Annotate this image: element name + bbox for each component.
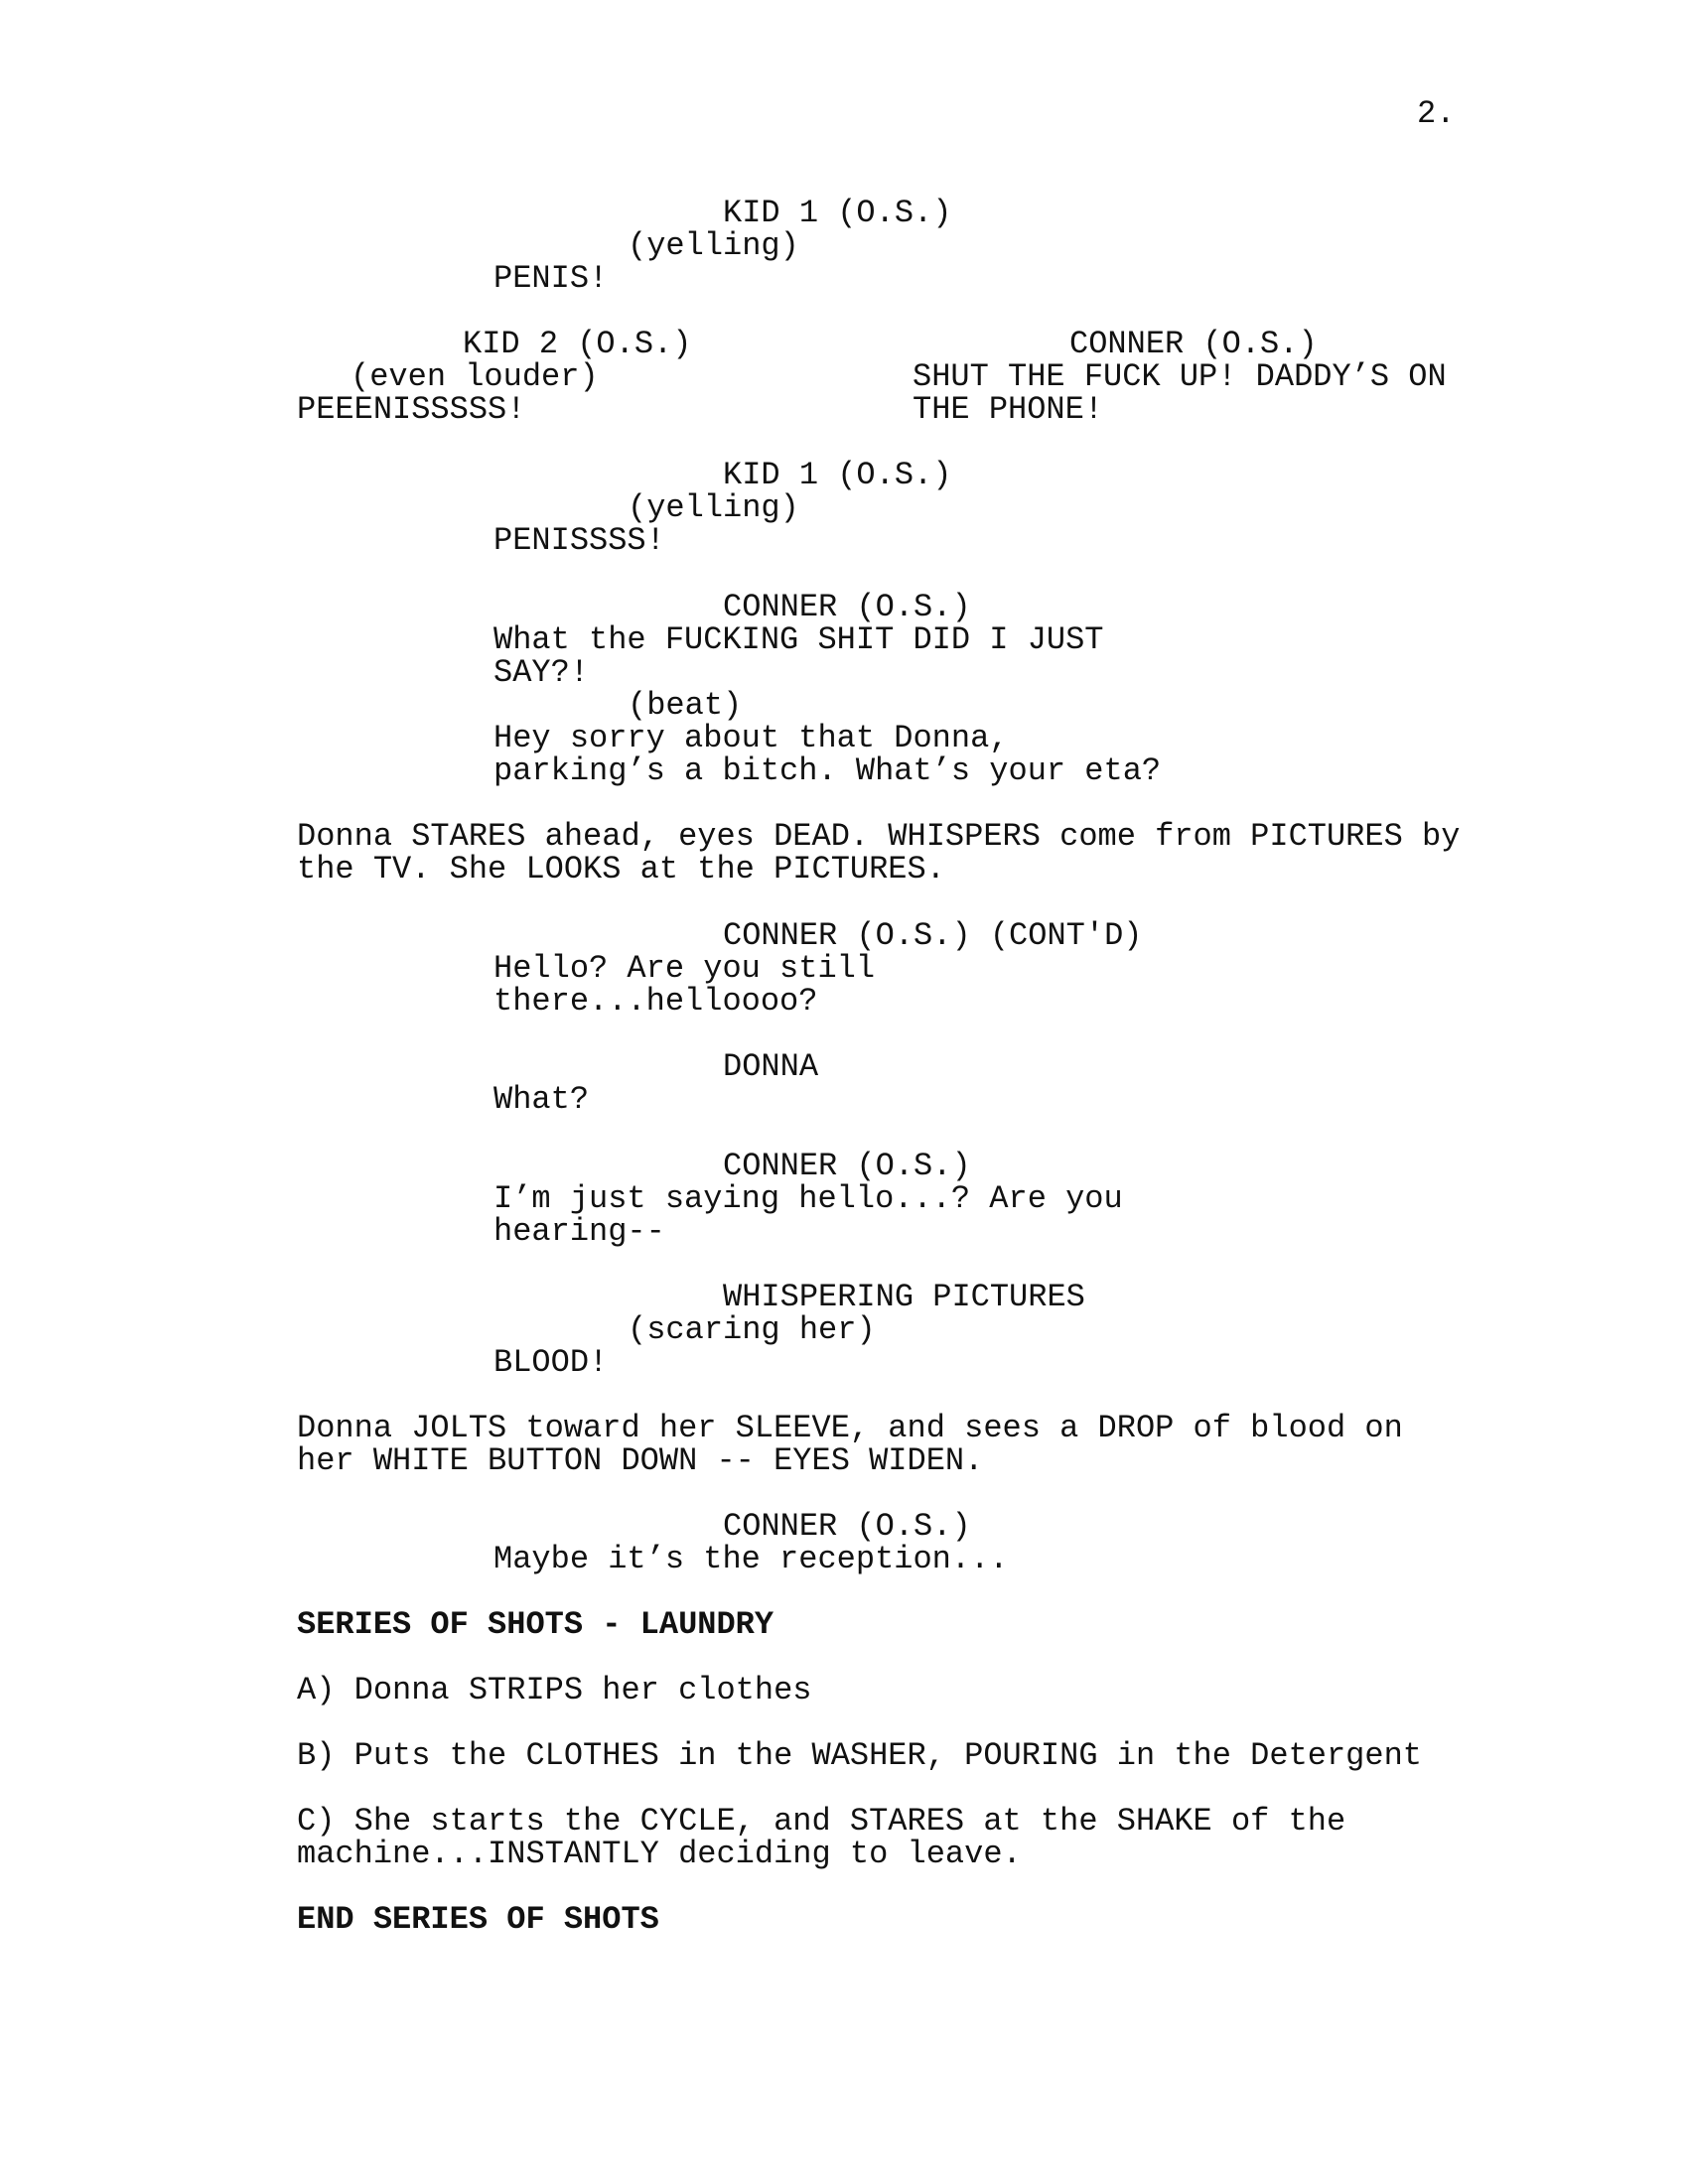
character-cue: KID 2 (O.S.)	[463, 326, 692, 362]
dialogue-line: SHUT THE FUCK UP! DADDY’S ON	[913, 358, 1447, 395]
page-number: 2.	[1417, 95, 1456, 132]
shot-item-c: C) She starts the CYCLE, and STARES at the SHAKE of the	[297, 1803, 1346, 1840]
action-line: Donna STARES ahead, eyes DEAD. WHISPERS come from PICTURES by	[297, 818, 1461, 855]
series-end: END SERIES OF SHOTS	[297, 1901, 659, 1938]
shot-item-a: A) Donna STRIPS her clothes	[297, 1672, 812, 1708]
character-cue: CONNER (O.S.)	[723, 1508, 971, 1545]
shot-item-c-cont: machine...INSTANTLY deciding to leave.	[297, 1836, 1022, 1872]
parenthetical: (yelling)	[628, 489, 799, 526]
character-cue: CONNER (O.S.)	[723, 589, 971, 625]
character-cue: WHISPERING PICTURES	[723, 1279, 1085, 1315]
dialogue-line: SAY?!	[493, 654, 590, 691]
character-cue: CONNER (O.S.)	[723, 1148, 971, 1184]
dialogue-line: PENISSSS!	[493, 522, 665, 559]
character-cue: CONNER (O.S.)	[1069, 326, 1318, 362]
dialogue-line: Maybe it’s the reception...	[493, 1541, 1009, 1577]
dialogue-line: hearing--	[493, 1213, 665, 1250]
action-line: Donna JOLTS toward her SLEEVE, and sees a DROP of blood on	[297, 1410, 1403, 1446]
dialogue-line: What the FUCKING SHIT DID I JUST	[493, 621, 1104, 658]
dialogue-line: Hello? Are you still	[493, 950, 876, 987]
parenthetical: (even louder)	[351, 358, 599, 395]
shot-item-b: B) Puts the CLOTHES in the WASHER, POURING in the Detergent	[297, 1737, 1422, 1774]
dialogue-line: THE PHONE!	[913, 391, 1104, 428]
action-line: the TV. She LOOKS at the PICTURES.	[297, 851, 945, 887]
character-cue: KID 1 (O.S.)	[723, 195, 952, 231]
dialogue-line: parking’s a bitch. What’s your eta?	[493, 752, 1162, 789]
parenthetical: (beat)	[628, 687, 743, 724]
character-cue: KID 1 (O.S.)	[723, 457, 952, 493]
action-line: her WHITE BUTTON DOWN -- EYES WIDEN.	[297, 1442, 984, 1479]
parenthetical: (yelling)	[628, 227, 799, 264]
dialogue-line: What?	[493, 1081, 590, 1118]
dialogue-line: there...helloooo?	[493, 983, 818, 1020]
dialogue-line: I’m just saying hello...? Are you	[493, 1180, 1123, 1217]
dialogue-line: PEEENISSSSS!	[297, 391, 526, 428]
parenthetical: (scaring her)	[628, 1311, 876, 1348]
series-heading: SERIES OF SHOTS - LAUNDRY	[297, 1606, 774, 1643]
dialogue-line: PENIS!	[493, 260, 609, 297]
dialogue-line: Hey sorry about that Donna,	[493, 720, 1009, 756]
character-cue: CONNER (O.S.) (CONT'D)	[723, 917, 1143, 954]
character-cue: DONNA	[723, 1048, 819, 1085]
dialogue-line: BLOOD!	[493, 1344, 609, 1381]
